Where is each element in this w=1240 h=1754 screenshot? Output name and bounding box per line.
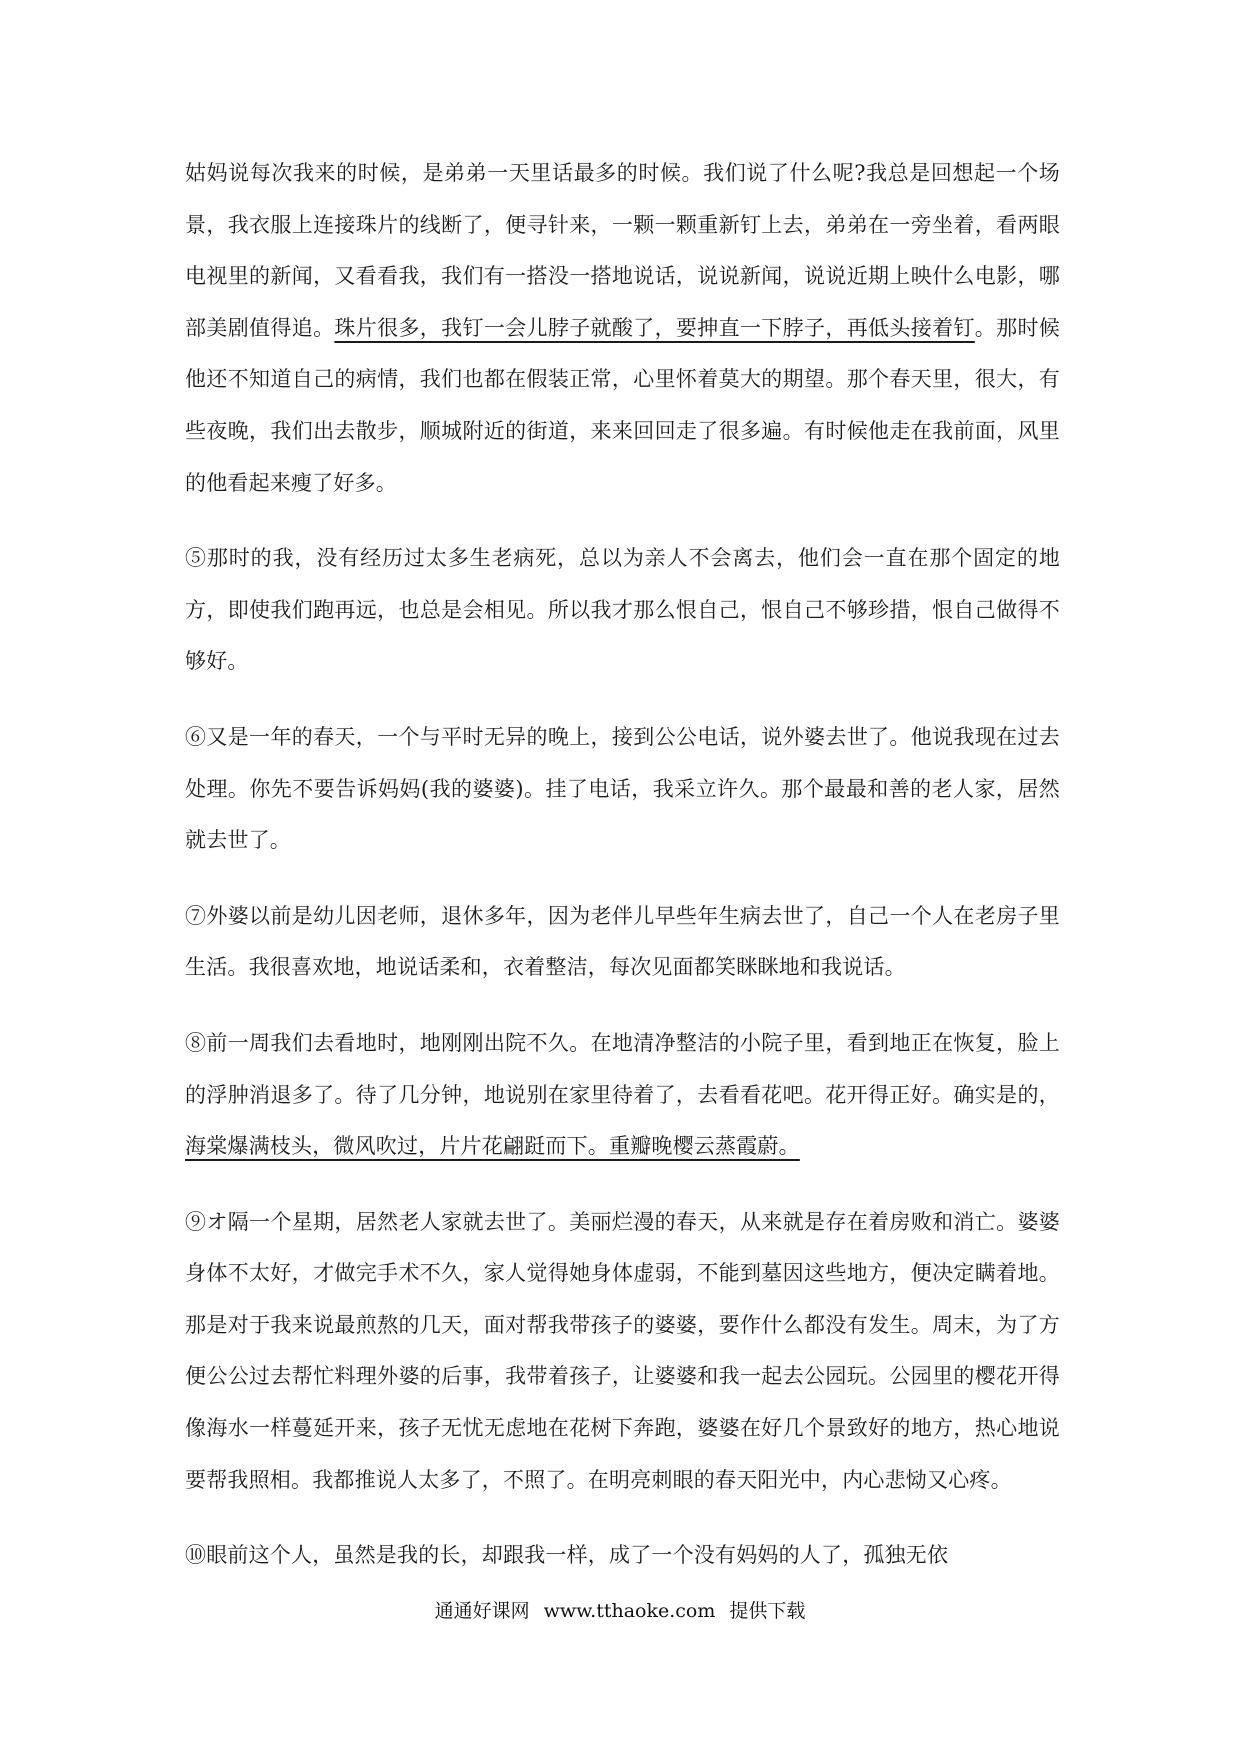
- footer-suffix: 提供下载: [729, 1600, 806, 1622]
- paragraph-text: ⑧前一周我们去看地时，地刚刚出院不久。在地清净整洁的小院子里，看到地正在恢复，脸上的浮肿消退多了。待了几分钟，地说别在家里待着了，去看看花吧。花开得正好。确实是的，: [185, 1030, 1060, 1107]
- paragraph-p6: [185, 712, 1060, 867]
- paragraph-p5: [185, 533, 1060, 688]
- paragraph-text: ⑤那时的我，没有经历过太多生老病死，总以为亲人不会离去，他们会一直在那个固定的地方，即使我们跑再远，也总是会相见。所以我才那么恨自己，恨自己不够珍措，恨自己做得不够好。: [185, 546, 1060, 674]
- paragraph-p10: [185, 1530, 1060, 1582]
- paragraph-text: ⑦外婆以前是幼儿因老师，退休多年，因为老伴儿早些年生病去世了，自己一个人在老房子里生活。我很喜欢地，地说话柔和，衣着整洁，每次见面都笑眯眯地和我说话。: [185, 903, 1060, 980]
- underlined-text: 珠片很多，我钉一会儿脖子就酸了，要抻直一下脖子，再低头接着钉: [334, 315, 975, 340]
- underlined-text: 海棠爆满枝头，微风吹过，片片花翩跹而下。重瓣晚樱云蒸霞蔚。: [185, 1134, 800, 1159]
- article-body: [185, 148, 1060, 1606]
- footer-url[interactable]: www.tthaoke.com: [543, 1600, 716, 1622]
- page-footer: [0, 1596, 1240, 1623]
- paragraph-p4-cont: [185, 148, 1060, 509]
- paragraph-p9: [185, 1197, 1060, 1507]
- paragraph-text: ⑨オ隔一个星期，居然老人家就去世了。美丽烂漫的春天，从来就是存在着房败和消亡。婆婆身体不太好，才做完手术不久，家人觉得她身体虚弱，不能到墓因这些地方，便决定瞒着地。那是对于我来说最煎熬的几天，面对帮我带孩子的婆婆，要作什么都没有发生。周末，为了方便公公过去帮忙料理外婆的后事，我带着孩子，让婆婆和我一起去公园玩。公园里的樱花开得像海水一样蔓延开来，孩子无忧无虑地在花树下奔跑，婆婆在好几个景致好的地方，热心地说要帮我照相。我都推说人太多了，不照了。在明亮刺眼的春天阳光中，内心悲恸又心疼。: [185, 1209, 1060, 1492]
- footer-site-name: 通通好课网: [434, 1600, 530, 1622]
- paragraph-text: ⑥又是一年的春天，一个与平时无异的晚上，接到公公电话，说外婆去世了。他说我现在过去处理。你先不要告诉妈妈(我的婆婆)。挂了电话，我采立许久。那个最最和善的老人家，居然就去世了。: [185, 724, 1060, 853]
- paragraph-text: 。那时候他还不知道自己的病情，我们也都在假装正常，心里怀着莫大的期望。那个春天里，很大，有些夜晚，我们出去散步，顺城附近的街道，来来回回走了很多遍。有时候他走在我前面，风里的他看起来瘦了好多。: [185, 315, 1060, 495]
- paragraph-p7: [185, 891, 1060, 994]
- paragraph-text: 姑妈说每次我来的时候，是弟弟一天里话最多的时候。我们说了什么呢?我总是回想起一个场景，我衣服上连接珠片的线断了，便寻针来，一颗一颗重新钉上去，弟弟在一旁坐着，看两眼电视里的新闻，又看看我，我们有一搭没一搭地说话，说说新闻，说说近期上映什么电影，哪部美剧值得追。: [185, 161, 1060, 340]
- paragraph-text: ⑩眼前这个人，虽然是我的长，却跟我一样，成了一个没有妈妈的人了，孤独无依: [185, 1543, 949, 1568]
- paragraph-p8: [185, 1018, 1060, 1173]
